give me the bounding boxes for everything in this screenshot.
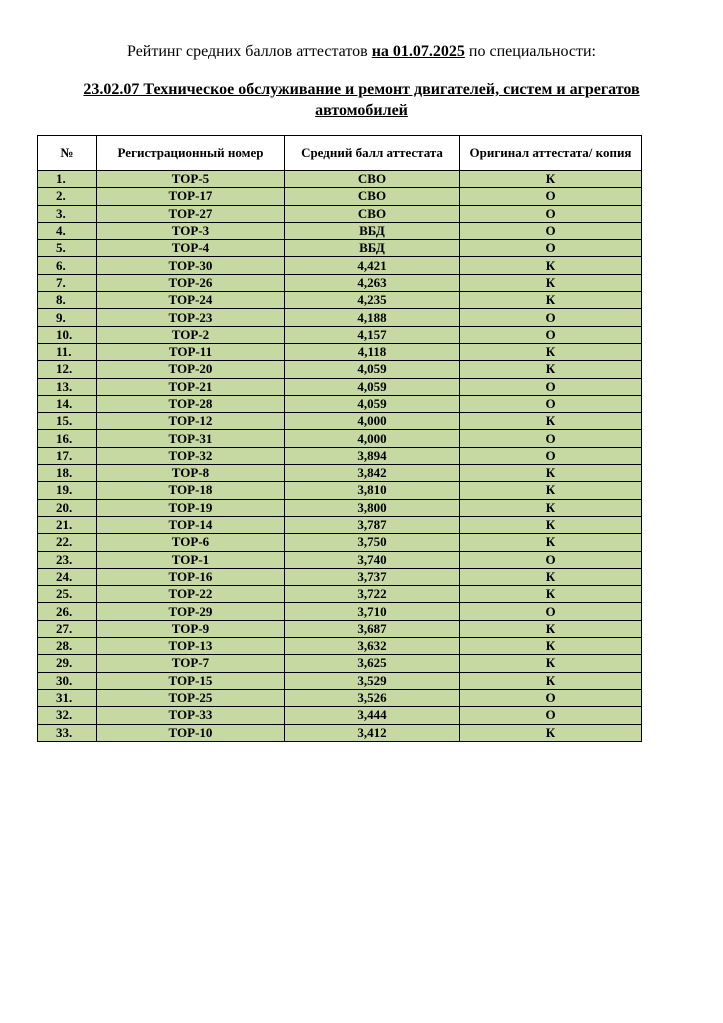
registration-number: ТОР-3 bbox=[97, 222, 285, 239]
row-number: 24. bbox=[38, 568, 97, 585]
header-registration-number: Регистрационный номер bbox=[97, 136, 285, 171]
header-original-copy: Оригинал аттестата/ копия bbox=[460, 136, 642, 171]
average-score: 3,632 bbox=[285, 638, 460, 655]
average-score: 4,263 bbox=[285, 274, 460, 291]
registration-number: ТОР-23 bbox=[97, 309, 285, 326]
original-or-copy: О bbox=[460, 326, 642, 343]
original-or-copy: О bbox=[460, 205, 642, 222]
table-row bbox=[38, 482, 642, 499]
registration-number: ТОР-24 bbox=[97, 292, 285, 309]
average-score: 4,235 bbox=[285, 292, 460, 309]
average-score: 3,800 bbox=[285, 499, 460, 516]
table-row bbox=[38, 551, 642, 568]
original-or-copy: О bbox=[460, 603, 642, 620]
table-row bbox=[38, 603, 642, 620]
row-number: 14. bbox=[38, 395, 97, 412]
average-score: ВБД bbox=[285, 222, 460, 239]
average-score: СВО bbox=[285, 188, 460, 205]
average-score: 3,529 bbox=[285, 672, 460, 689]
original-or-copy: К bbox=[460, 586, 642, 603]
average-score: 4,000 bbox=[285, 430, 460, 447]
average-score: 4,188 bbox=[285, 309, 460, 326]
registration-number: ТОР-7 bbox=[97, 655, 285, 672]
title-prefix: Рейтинг средних баллов аттестатов bbox=[127, 43, 368, 60]
registration-number: ТОР-16 bbox=[97, 568, 285, 585]
table-row bbox=[38, 534, 642, 551]
average-score: 3,787 bbox=[285, 516, 460, 533]
row-number: 29. bbox=[38, 655, 97, 672]
row-number: 21. bbox=[38, 516, 97, 533]
table-row bbox=[38, 724, 642, 741]
registration-number: ТОР-4 bbox=[97, 240, 285, 257]
original-or-copy: О bbox=[460, 240, 642, 257]
table-row bbox=[38, 257, 642, 274]
table-row bbox=[38, 413, 642, 430]
row-number: 25. bbox=[38, 586, 97, 603]
row-number: 4. bbox=[38, 222, 97, 239]
original-or-copy: К bbox=[460, 361, 642, 378]
row-number: 20. bbox=[38, 499, 97, 516]
original-or-copy: К bbox=[460, 413, 642, 430]
row-number: 26. bbox=[38, 603, 97, 620]
registration-number: ТОР-32 bbox=[97, 447, 285, 464]
registration-number: ТОР-26 bbox=[97, 274, 285, 291]
table-row bbox=[38, 326, 642, 343]
registration-number: ТОР-29 bbox=[97, 603, 285, 620]
row-number: 31. bbox=[38, 689, 97, 706]
average-score: 4,157 bbox=[285, 326, 460, 343]
table-row bbox=[38, 586, 642, 603]
table-row bbox=[38, 395, 642, 412]
row-number: 8. bbox=[38, 292, 97, 309]
registration-number: ТОР-28 bbox=[97, 395, 285, 412]
average-score: 4,059 bbox=[285, 378, 460, 395]
rating-table bbox=[37, 135, 642, 742]
table-row bbox=[38, 672, 642, 689]
original-or-copy: О bbox=[460, 551, 642, 568]
registration-number: ТОР-5 bbox=[97, 171, 285, 188]
row-number: 16. bbox=[38, 430, 97, 447]
average-score: 4,118 bbox=[285, 343, 460, 360]
registration-number: ТОР-6 bbox=[97, 534, 285, 551]
average-score: 3,687 bbox=[285, 620, 460, 637]
original-or-copy: К bbox=[460, 171, 642, 188]
registration-number: ТОР-21 bbox=[97, 378, 285, 395]
registration-number: ТОР-15 bbox=[97, 672, 285, 689]
average-score: 3,737 bbox=[285, 568, 460, 585]
row-number: 15. bbox=[38, 413, 97, 430]
row-number: 5. bbox=[38, 240, 97, 257]
row-number: 12. bbox=[38, 361, 97, 378]
registration-number: ТОР-33 bbox=[97, 707, 285, 724]
table-row bbox=[38, 430, 642, 447]
row-number: 19. bbox=[38, 482, 97, 499]
table-header-row bbox=[38, 136, 642, 171]
registration-number: ТОР-11 bbox=[97, 343, 285, 360]
average-score: 3,526 bbox=[285, 689, 460, 706]
row-number: 2. bbox=[38, 188, 97, 205]
original-or-copy: К bbox=[460, 257, 642, 274]
row-number: 18. bbox=[38, 465, 97, 482]
original-or-copy: К bbox=[460, 638, 642, 655]
title-suffix: по специальности: bbox=[468, 43, 596, 60]
average-score: 3,894 bbox=[285, 447, 460, 464]
average-score: 3,750 bbox=[285, 534, 460, 551]
original-or-copy: О bbox=[460, 707, 642, 724]
original-or-copy: К bbox=[460, 516, 642, 533]
original-or-copy: К bbox=[460, 499, 642, 516]
row-number: 7. bbox=[38, 274, 97, 291]
row-number: 11. bbox=[38, 343, 97, 360]
table-row bbox=[38, 707, 642, 724]
table-row bbox=[38, 689, 642, 706]
title-date: на 01.07.2025 bbox=[371, 43, 465, 60]
registration-number: ТОР-1 bbox=[97, 551, 285, 568]
table-row bbox=[38, 655, 642, 672]
table-row bbox=[38, 309, 642, 326]
average-score: 4,000 bbox=[285, 413, 460, 430]
registration-number: ТОР-17 bbox=[97, 188, 285, 205]
table-row bbox=[38, 274, 642, 291]
registration-number: ТОР-8 bbox=[97, 465, 285, 482]
table-row bbox=[38, 361, 642, 378]
row-number: 28. bbox=[38, 638, 97, 655]
average-score: 3,710 bbox=[285, 603, 460, 620]
table-row bbox=[38, 240, 642, 257]
average-score: 3,722 bbox=[285, 586, 460, 603]
header-average-score: Средний балл аттестата bbox=[285, 136, 460, 171]
average-score: 3,412 bbox=[285, 724, 460, 741]
registration-number: ТОР-12 bbox=[97, 413, 285, 430]
average-score: 4,421 bbox=[285, 257, 460, 274]
table-row bbox=[38, 499, 642, 516]
original-or-copy: К bbox=[460, 343, 642, 360]
row-number: 17. bbox=[38, 447, 97, 464]
original-or-copy: О bbox=[460, 222, 642, 239]
original-or-copy: К bbox=[460, 655, 642, 672]
average-score: 3,444 bbox=[285, 707, 460, 724]
average-score: 3,625 bbox=[285, 655, 460, 672]
average-score: 3,842 bbox=[285, 465, 460, 482]
original-or-copy: К bbox=[460, 620, 642, 637]
original-or-copy: К bbox=[460, 534, 642, 551]
original-or-copy: О bbox=[460, 395, 642, 412]
registration-number: ТОР-13 bbox=[97, 638, 285, 655]
table-row bbox=[38, 568, 642, 585]
original-or-copy: К bbox=[460, 274, 642, 291]
registration-number: ТОР-31 bbox=[97, 430, 285, 447]
row-number: 22. bbox=[38, 534, 97, 551]
original-or-copy: К bbox=[460, 465, 642, 482]
original-or-copy: К bbox=[460, 568, 642, 585]
average-score: ВБД bbox=[285, 240, 460, 257]
table-row bbox=[38, 620, 642, 637]
table-body bbox=[38, 171, 642, 742]
table-row bbox=[38, 292, 642, 309]
registration-number: ТОР-20 bbox=[97, 361, 285, 378]
table-row bbox=[38, 638, 642, 655]
registration-number: ТОР-30 bbox=[97, 257, 285, 274]
row-number: 10. bbox=[38, 326, 97, 343]
original-or-copy: О bbox=[460, 689, 642, 706]
document-title bbox=[0, 42, 723, 62]
average-score: 3,810 bbox=[285, 482, 460, 499]
row-number: 3. bbox=[38, 205, 97, 222]
row-number: 30. bbox=[38, 672, 97, 689]
average-score: 3,740 bbox=[285, 551, 460, 568]
row-number: 33. bbox=[38, 724, 97, 741]
table-row bbox=[38, 222, 642, 239]
registration-number: ТОР-25 bbox=[97, 689, 285, 706]
row-number: 9. bbox=[38, 309, 97, 326]
header-number: № bbox=[38, 136, 97, 171]
average-score: СВО bbox=[285, 171, 460, 188]
table-row bbox=[38, 188, 642, 205]
row-number: 6. bbox=[38, 257, 97, 274]
original-or-copy: О bbox=[460, 447, 642, 464]
registration-number: ТОР-9 bbox=[97, 620, 285, 637]
row-number: 27. bbox=[38, 620, 97, 637]
original-or-copy: О bbox=[460, 430, 642, 447]
original-or-copy: О bbox=[460, 188, 642, 205]
registration-number: ТОР-2 bbox=[97, 326, 285, 343]
original-or-copy: К bbox=[460, 672, 642, 689]
table-row bbox=[38, 447, 642, 464]
table-row bbox=[38, 465, 642, 482]
row-number: 23. bbox=[38, 551, 97, 568]
original-or-copy: О bbox=[460, 378, 642, 395]
table-row bbox=[38, 516, 642, 533]
average-score: СВО bbox=[285, 205, 460, 222]
table-row bbox=[38, 205, 642, 222]
row-number: 32. bbox=[38, 707, 97, 724]
registration-number: ТОР-22 bbox=[97, 586, 285, 603]
registration-number: ТОР-14 bbox=[97, 516, 285, 533]
specialty-title: 23.02.07 Техническое обслуживание и ремонт двигателей, систем и агрегатов автомобилей bbox=[83, 81, 640, 119]
original-or-copy: К bbox=[460, 292, 642, 309]
original-or-copy: О bbox=[460, 309, 642, 326]
original-or-copy: К bbox=[460, 724, 642, 741]
registration-number: ТОР-27 bbox=[97, 205, 285, 222]
registration-number: ТОР-19 bbox=[97, 499, 285, 516]
average-score: 4,059 bbox=[285, 361, 460, 378]
registration-number: ТОР-18 bbox=[97, 482, 285, 499]
table-row bbox=[38, 171, 642, 188]
original-or-copy: К bbox=[460, 482, 642, 499]
row-number: 13. bbox=[38, 378, 97, 395]
registration-number: ТОР-10 bbox=[97, 724, 285, 741]
row-number: 1. bbox=[38, 171, 97, 188]
average-score: 4,059 bbox=[285, 395, 460, 412]
table-row bbox=[38, 343, 642, 360]
table-row bbox=[38, 378, 642, 395]
